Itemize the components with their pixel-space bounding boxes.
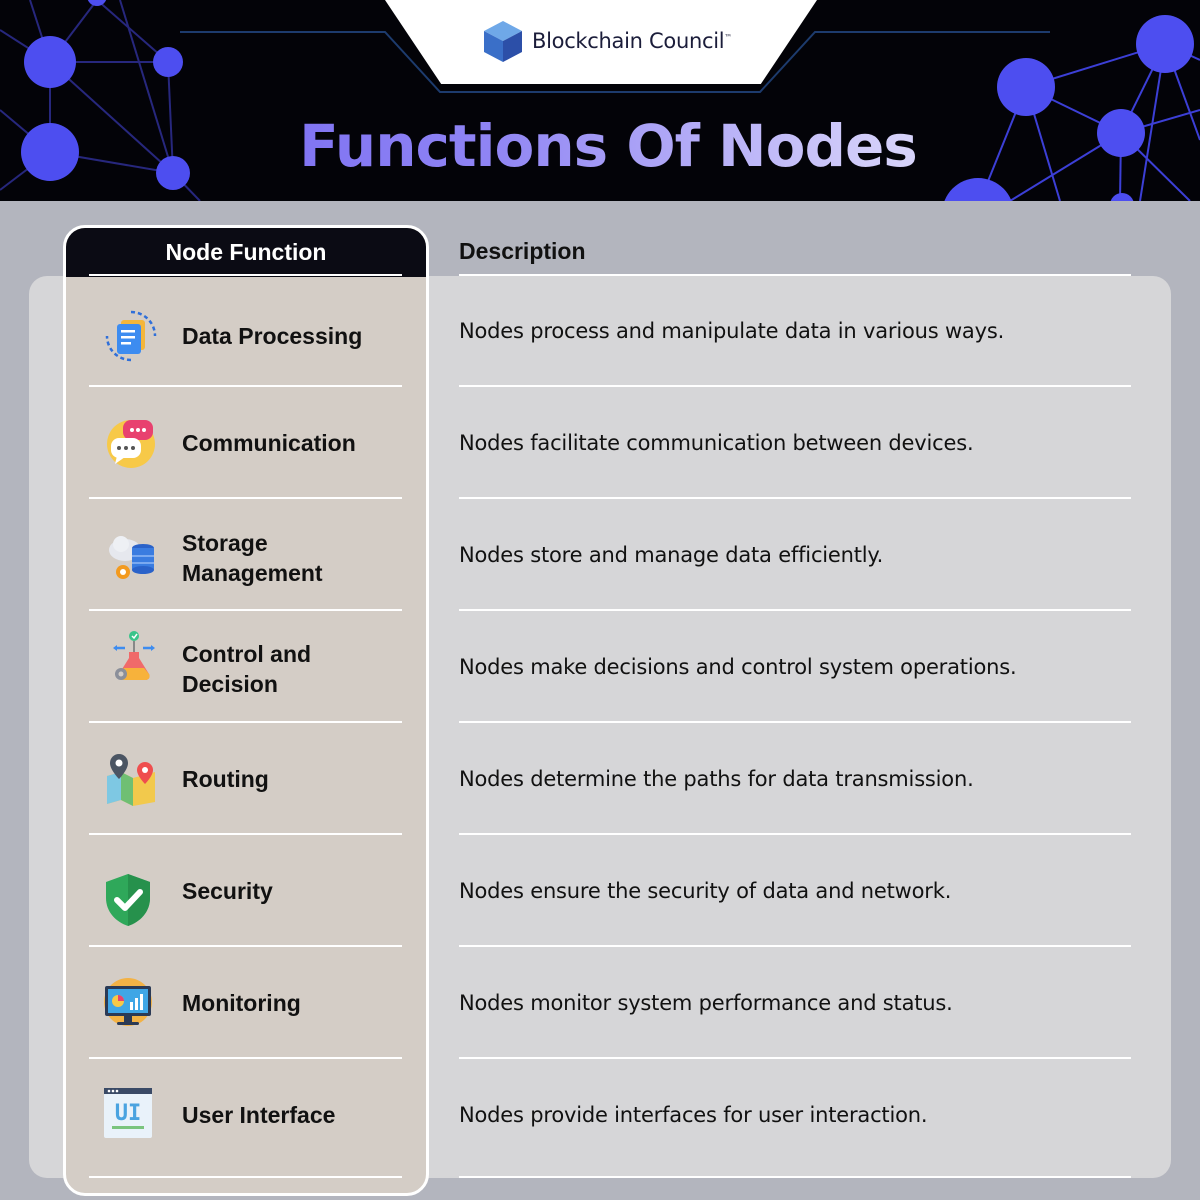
row-divider-left xyxy=(89,497,402,499)
brand-name: Blockchain Council™ xyxy=(532,29,732,53)
function-label: Data Processing xyxy=(182,323,363,349)
function-label: Control and Decision xyxy=(182,641,312,697)
row-divider-right xyxy=(459,945,1131,947)
shield-check-icon xyxy=(100,872,156,928)
row-divider-right xyxy=(459,1057,1131,1059)
chat-bubbles-icon xyxy=(103,414,159,470)
row-divider-left xyxy=(89,833,402,835)
decision-flask-icon xyxy=(103,630,159,686)
row-divider-left xyxy=(89,385,402,387)
map-pins-icon xyxy=(103,750,159,806)
function-description: Nodes provide interfaces for user interaction. xyxy=(459,1103,928,1127)
function-description: Nodes ensure the security of data and network. xyxy=(459,879,952,903)
function-label: Security xyxy=(182,878,273,904)
monitor-dashboard-icon xyxy=(100,976,156,1032)
cube-logo-icon xyxy=(480,18,526,64)
row-divider-right xyxy=(459,385,1131,387)
header-banner xyxy=(0,0,1200,201)
row-divider-left xyxy=(89,1176,402,1178)
ui-window-icon xyxy=(100,1086,156,1142)
function-description: Nodes store and manage data efficiently. xyxy=(459,543,884,567)
row-divider-right xyxy=(459,1176,1131,1178)
row-divider-right xyxy=(459,497,1131,499)
row-divider-right xyxy=(459,609,1131,611)
page-title: Functions Of Nodes xyxy=(0,112,1200,180)
brand-logo[interactable] xyxy=(480,18,732,64)
function-label: Routing xyxy=(182,766,269,792)
header-divider-right xyxy=(459,274,1131,276)
function-description: Nodes determine the paths for data transmission. xyxy=(459,767,974,791)
function-description: Nodes monitor system performance and status. xyxy=(459,991,953,1015)
row-divider-left xyxy=(89,721,402,723)
row-divider-left xyxy=(89,945,402,947)
function-label: User Interface xyxy=(182,1102,336,1128)
function-label: Storage Management xyxy=(182,530,323,586)
svg-text:UI: UI xyxy=(114,1101,142,1126)
function-column xyxy=(63,225,429,1196)
function-description: Nodes facilitate communication between devices. xyxy=(459,431,974,455)
row-divider-right xyxy=(459,833,1131,835)
row-divider-left xyxy=(89,1057,402,1059)
function-description: Nodes process and manipulate data in various ways. xyxy=(459,319,1005,343)
row-divider-right xyxy=(459,721,1131,723)
function-label: Communication xyxy=(182,430,356,456)
function-description: Nodes make decisions and control system operations. xyxy=(459,655,1017,679)
document-sync-icon xyxy=(103,308,159,364)
header-divider-left xyxy=(89,274,402,276)
row-divider-left xyxy=(89,609,402,611)
description-column-header: Description xyxy=(459,238,586,264)
function-column-header: Node Function xyxy=(66,228,426,277)
function-label: Monitoring xyxy=(182,990,301,1016)
cloud-database-icon xyxy=(103,530,159,586)
